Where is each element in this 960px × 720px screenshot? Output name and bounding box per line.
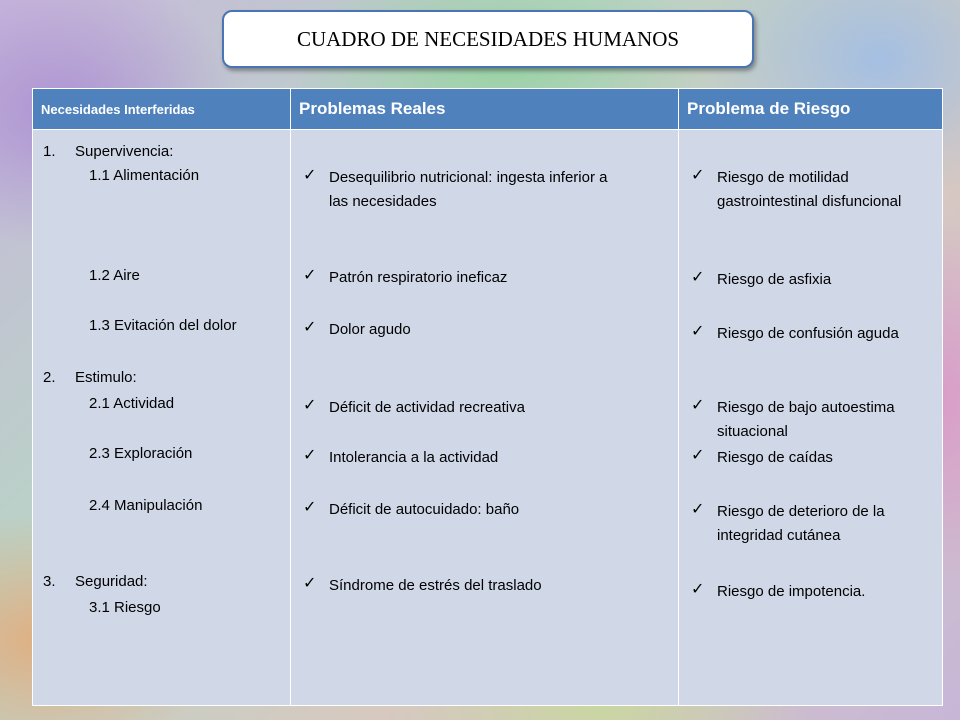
risk-problem-text: Riesgo de caídas <box>717 449 833 466</box>
subneed-item: 2.1 Actividad <box>89 395 175 412</box>
checkmark-icon: ✓ <box>303 267 317 284</box>
checkmark-icon: ✓ <box>691 167 705 184</box>
real-problem-text: Síndrome de estrés del traslado <box>329 577 542 594</box>
checkmark-icon: ✓ <box>691 323 705 340</box>
real-problems-cell <box>291 130 679 706</box>
needs-cell <box>33 130 291 706</box>
checkmark-icon: ✓ <box>691 397 705 414</box>
table-row <box>33 130 943 706</box>
checkmark-icon: ✓ <box>691 269 705 286</box>
checkmark-icon: ✓ <box>691 501 705 518</box>
needs-table <box>32 88 943 706</box>
header-real-problems: Problemas Reales <box>291 89 679 130</box>
subneed-item: 2.4 Manipulación <box>89 497 203 514</box>
checkmark-icon: ✓ <box>303 447 317 464</box>
checkmark-icon: ✓ <box>303 319 317 336</box>
need-label: Estimulo: <box>75 369 137 386</box>
real-problem-text: Desequilibrio nutricional: ingesta inferior a las necesidades <box>329 169 608 210</box>
real-problem-text: Déficit de actividad recreativa <box>329 399 525 416</box>
checkmark-icon: ✓ <box>303 499 317 516</box>
real-problem-text: Patrón respiratorio ineficaz <box>329 269 508 286</box>
need-label: Supervivencia: <box>75 143 174 160</box>
real-problem-text: Intolerancia a la actividad <box>329 449 499 466</box>
risk-problem-text: Riesgo de deterioro de la integridad cutánea <box>717 503 885 544</box>
checkmark-icon: ✓ <box>303 397 317 414</box>
subneed-item: 3.1 Riesgo <box>89 599 161 616</box>
need-label: Seguridad: <box>75 573 148 590</box>
real-problem-text: Déficit de autocuidado: baño <box>329 501 520 518</box>
slide-title: CUADRO DE NECESIDADES HUMANOS <box>222 10 754 68</box>
checkmark-icon: ✓ <box>303 575 317 592</box>
header-needs: Necesidades Interferidas <box>33 89 291 130</box>
checkmark-icon: ✓ <box>303 167 317 184</box>
subneed-item: 1.1 Alimentación <box>89 167 200 184</box>
need-number: 3. <box>43 573 56 590</box>
subneed-item: 1.2 Aire <box>89 267 140 284</box>
risk-problem-text: Riesgo de bajo autoestima situacional <box>717 399 895 440</box>
risk-problem-text: Riesgo de impotencia. <box>717 583 866 600</box>
subneed-item: 2.3 Exploración <box>89 445 193 462</box>
risk-problem-text: Riesgo de asfixia <box>717 271 832 288</box>
table-header-row <box>33 89 943 130</box>
need-number: 1. <box>43 143 56 160</box>
risk-problem-text: Riesgo de confusión aguda <box>717 325 899 342</box>
header-risk-problems: Problema de Riesgo <box>679 89 943 130</box>
risk-problem-text: Riesgo de motilidad gastrointestinal disfuncional <box>717 169 902 210</box>
subneed-item: 1.3 Evitación del dolor <box>89 317 237 334</box>
real-problem-text: Dolor agudo <box>329 321 411 338</box>
checkmark-icon: ✓ <box>691 581 705 598</box>
need-number: 2. <box>43 369 56 386</box>
risk-problems-cell <box>679 130 943 706</box>
checkmark-icon: ✓ <box>691 447 705 464</box>
